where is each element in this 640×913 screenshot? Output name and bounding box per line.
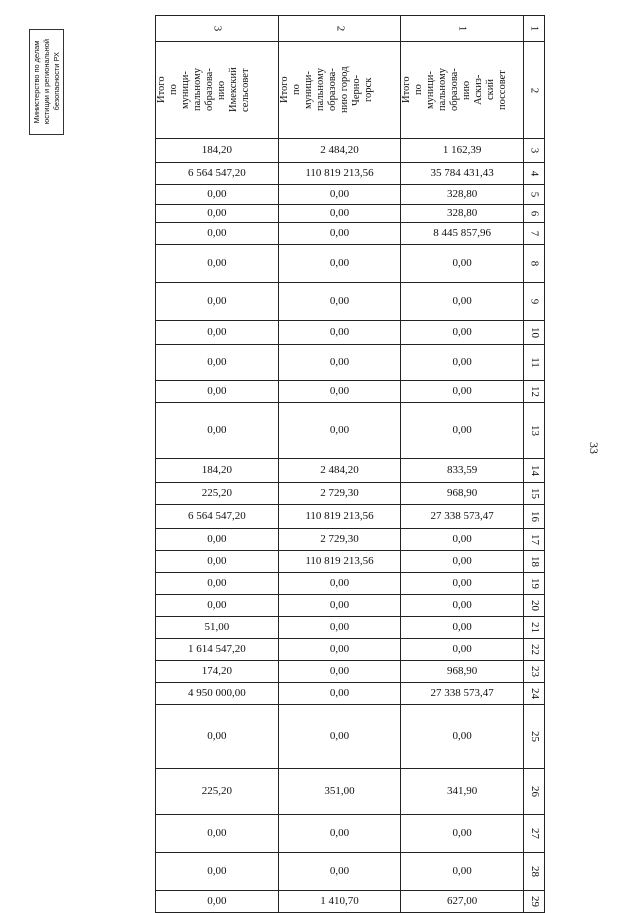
table-cell: 833,59 (401, 459, 524, 483)
table-cell: 0,00 (401, 245, 524, 283)
row-number: 16 (524, 505, 545, 529)
table-cell: 0,00 (156, 403, 279, 459)
table-cell: 968,90 (401, 661, 524, 683)
table-cell: 0,00 (156, 223, 279, 245)
table-cell: 0,00 (401, 345, 524, 381)
table-row (156, 573, 545, 595)
table-cell: 0,00 (278, 705, 401, 769)
table-cell: 328,80 (401, 185, 524, 205)
table-cell: 225,20 (156, 769, 279, 815)
table-cell: 0,00 (156, 853, 279, 891)
table-cell: 27 338 573,47 (401, 683, 524, 705)
table-cell: 174,20 (156, 661, 279, 683)
table-cell: 0,00 (156, 551, 279, 573)
table-cell: 110 819 213,56 (278, 505, 401, 529)
table-cell: 8 445 857,96 (401, 223, 524, 245)
table-row (156, 853, 545, 891)
column-header: Итого по муници- пальному образова- нию город Черно- горск (278, 42, 401, 139)
table-cell: 0,00 (156, 595, 279, 617)
table-cell: 0,00 (278, 223, 401, 245)
table-cell: 2 484,20 (278, 459, 401, 483)
table-cell: 0,00 (401, 321, 524, 345)
table-cell: 0,00 (278, 661, 401, 683)
table-row (156, 321, 545, 345)
table-cell: 0,00 (278, 321, 401, 345)
table-row (156, 529, 545, 551)
row-number: 7 (524, 223, 545, 245)
table-cell: 0,00 (156, 345, 279, 381)
row-number: 2 (524, 42, 545, 139)
column-header: Итого по муници- пальному образова- нию Имекский сельсовет (156, 42, 279, 139)
row-number: 18 (524, 551, 545, 573)
table-cell: 0,00 (156, 381, 279, 403)
row-number: 27 (524, 815, 545, 853)
row-number: 21 (524, 617, 545, 639)
table-cell: 0,00 (401, 283, 524, 321)
table-cell: 2 729,30 (278, 529, 401, 551)
row-number: 17 (524, 529, 545, 551)
column-number: 3 (156, 16, 279, 42)
row-number: 6 (524, 205, 545, 223)
table-row (156, 205, 545, 223)
table-row (156, 639, 545, 661)
table-cell: 0,00 (156, 705, 279, 769)
row-number: 22 (524, 639, 545, 661)
table-cell: 0,00 (401, 403, 524, 459)
table-cell: 0,00 (278, 245, 401, 283)
table-cell: 0,00 (278, 403, 401, 459)
table-row (156, 381, 545, 403)
table-cell: 0,00 (278, 853, 401, 891)
table-row (156, 705, 545, 769)
row-number: 12 (524, 381, 545, 403)
row-number: 8 (524, 245, 545, 283)
table-row (156, 661, 545, 683)
row-number: 29 (524, 891, 545, 913)
table-row (156, 891, 545, 913)
table-row (156, 459, 545, 483)
column-number: 1 (401, 16, 524, 42)
row-number: 24 (524, 683, 545, 705)
row-number: 25 (524, 705, 545, 769)
row-number: 26 (524, 769, 545, 815)
column-number-row (156, 16, 545, 42)
table-cell: 0,00 (156, 185, 279, 205)
row-number: 13 (524, 403, 545, 459)
table-cell: 0,00 (401, 529, 524, 551)
table-cell: 1 614 547,20 (156, 639, 279, 661)
table-cell: 0,00 (401, 617, 524, 639)
table-cell: 51,00 (156, 617, 279, 639)
stamp-text: Министерство по делам юстиции и региональной безопасности РХ (31, 39, 61, 125)
table-row (156, 403, 545, 459)
table-cell: 0,00 (278, 283, 401, 321)
table-cell: 1 410,70 (278, 891, 401, 913)
row-number: 1 (524, 16, 545, 42)
table-cell: 0,00 (401, 705, 524, 769)
table-cell: 0,00 (278, 595, 401, 617)
table-row (156, 245, 545, 283)
table-cell: 4 950 000,00 (156, 683, 279, 705)
table-cell: 0,00 (278, 617, 401, 639)
row-number: 10 (524, 321, 545, 345)
table-row (156, 283, 545, 321)
table-cell: 0,00 (278, 639, 401, 661)
row-number: 5 (524, 185, 545, 205)
row-number: 14 (524, 459, 545, 483)
table-cell: 0,00 (156, 529, 279, 551)
table-cell: 2 484,20 (278, 139, 401, 163)
table-cell: 0,00 (156, 891, 279, 913)
row-number: 15 (524, 483, 545, 505)
table-cell: 968,90 (401, 483, 524, 505)
table-cell: 0,00 (401, 853, 524, 891)
table-cell: 0,00 (156, 205, 279, 223)
table-cell: 0,00 (156, 245, 279, 283)
table-cell: 0,00 (278, 815, 401, 853)
table-cell: 2 729,30 (278, 483, 401, 505)
table-row (156, 815, 545, 853)
row-number: 20 (524, 595, 545, 617)
table-cell: 0,00 (278, 345, 401, 381)
column-number: 2 (278, 16, 401, 42)
table-cell: 0,00 (278, 573, 401, 595)
table-cell: 6 564 547,20 (156, 505, 279, 529)
table-cell: 1 162,39 (401, 139, 524, 163)
table-row (156, 617, 545, 639)
table-cell: 225,20 (156, 483, 279, 505)
data-table (155, 15, 545, 913)
table-cell: 0,00 (156, 321, 279, 345)
table-cell: 0,00 (401, 639, 524, 661)
table-cell: 0,00 (401, 595, 524, 617)
row-number: 11 (524, 345, 545, 381)
table-cell: 341,90 (401, 769, 524, 815)
table-row (156, 769, 545, 815)
table-row (156, 483, 545, 505)
table-row (156, 185, 545, 205)
table-cell: 184,20 (156, 459, 279, 483)
table-row (156, 345, 545, 381)
table-cell: 0,00 (401, 551, 524, 573)
table-cell: 351,00 (278, 769, 401, 815)
table-cell: 0,00 (278, 205, 401, 223)
row-number: 3 (524, 139, 545, 163)
table-cell: 0,00 (278, 683, 401, 705)
row-number: 23 (524, 661, 545, 683)
table-cell: 0,00 (401, 573, 524, 595)
table-cell: 0,00 (156, 283, 279, 321)
table-cell: 184,20 (156, 139, 279, 163)
table-cell: 6 564 547,20 (156, 163, 279, 185)
table-row (156, 551, 545, 573)
row-number: 4 (524, 163, 545, 185)
row-number: 9 (524, 283, 545, 321)
table-row (156, 223, 545, 245)
table-cell: 0,00 (278, 381, 401, 403)
table-cell: 0,00 (401, 381, 524, 403)
table-cell: 110 819 213,56 (278, 163, 401, 185)
ministry-stamp (29, 29, 64, 135)
table-cell: 110 819 213,56 (278, 551, 401, 573)
page-number: 33 (587, 442, 601, 454)
header-row (156, 42, 545, 139)
table-cell: 0,00 (156, 815, 279, 853)
table-cell: 35 784 431,43 (401, 163, 524, 185)
table-cell: 0,00 (156, 573, 279, 595)
row-number: 19 (524, 573, 545, 595)
table-cell: 627,00 (401, 891, 524, 913)
row-number: 28 (524, 853, 545, 891)
table-cell: 27 338 573,47 (401, 505, 524, 529)
table-row (156, 163, 545, 185)
table-cell: 0,00 (278, 185, 401, 205)
table-cell: 328,80 (401, 205, 524, 223)
table-row (156, 139, 545, 163)
table-row (156, 595, 545, 617)
table-row (156, 505, 545, 529)
table-row (156, 683, 545, 705)
table-cell: 0,00 (401, 815, 524, 853)
column-header: Итого по муници- пальному образова- нию Аскиз- ский поссовет (401, 42, 524, 139)
